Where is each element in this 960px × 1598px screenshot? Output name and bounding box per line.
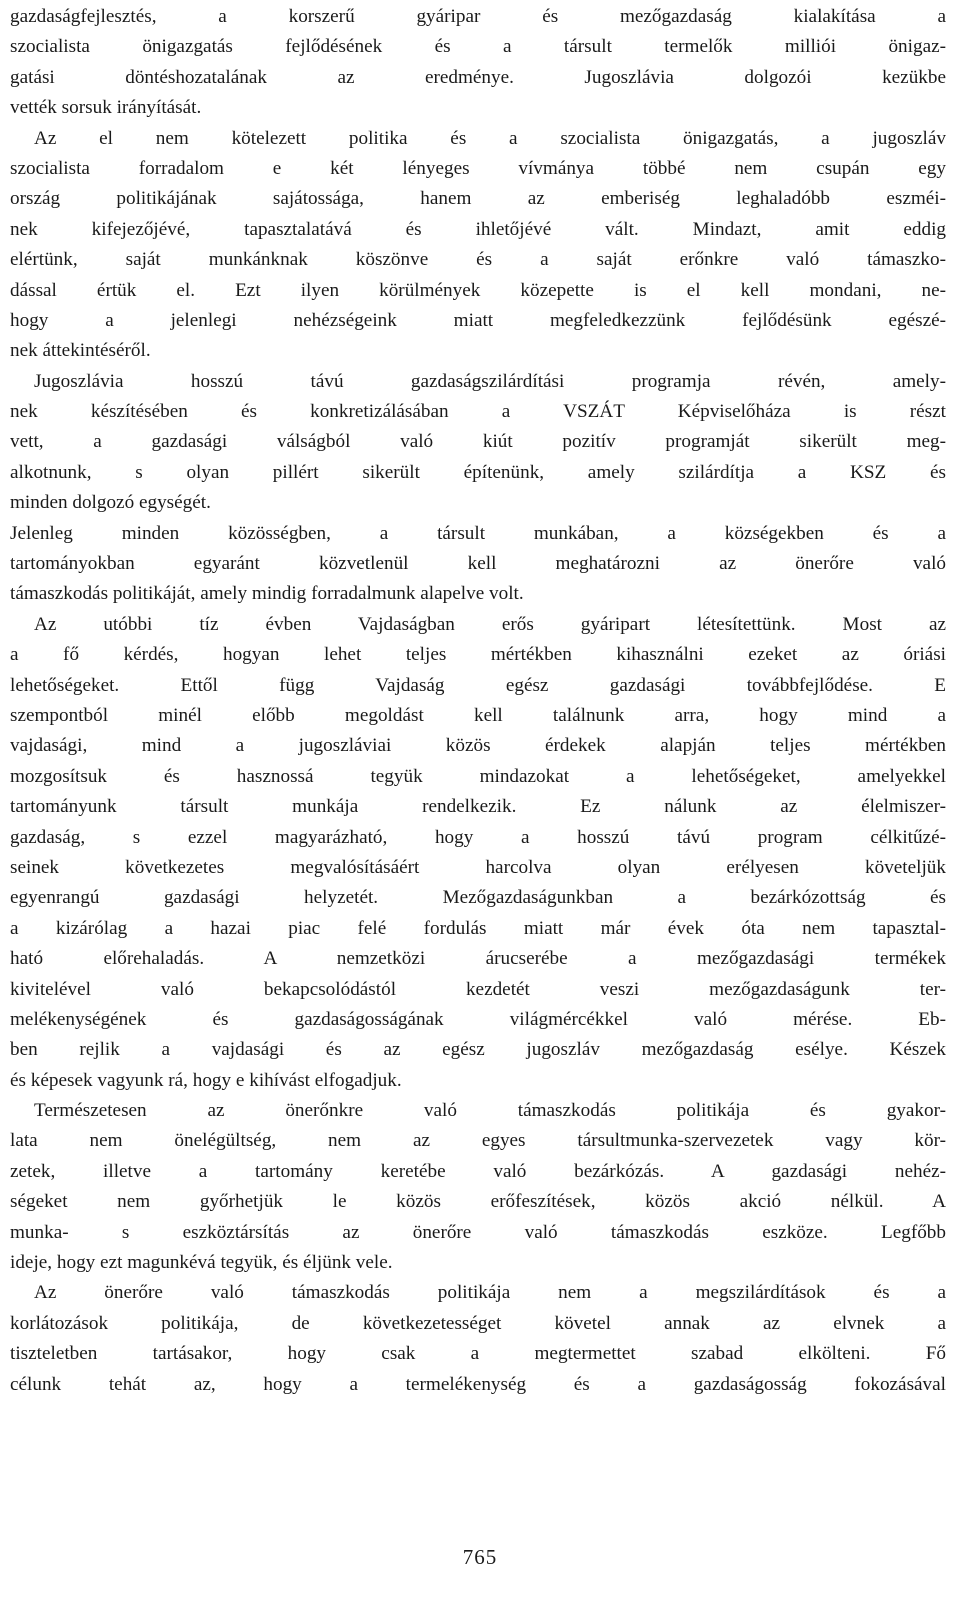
text-line: nek készítésében és konkretizálásában a VSZÁT Képviselőháza is részt <box>10 401 946 423</box>
text-line: szocialista forradalom e két lényeges vívmánya többé nem csupán egy <box>10 157 946 179</box>
text-line: szempontból minél előbb megoldást kell találnunk arra, hogy mind a <box>10 704 946 726</box>
text-line: tiszteletben tartásakor, hogy csak a megtermettet szabad elkölteni. Fő <box>10 1343 946 1365</box>
text-line: mozgosítsuk és hasznossá tegyük mindazokat a lehetőségeket, amelyekkel <box>10 765 946 787</box>
text-line: Természetesen az önerőnkre való támaszkodás politikája és gyakor- <box>34 1100 946 1122</box>
text-line: tartományunk társult munkája rendelkezik. Ez nálunk az élelmiszer- <box>10 796 946 818</box>
text-line: Jugoszlávia hosszú távú gazdaságszilárdítási programja révén, amely- <box>34 370 946 392</box>
text-line: vajdasági, mind a jugoszláviai közös érdekek alapján teljes mértékben <box>10 735 946 757</box>
text-line: tartományokban egyaránt közvetlenül kell meghatározni az önerőre való <box>10 553 946 575</box>
page-number: 765 <box>462 1545 498 1569</box>
text-line: gazdaság, s ezzel magyarázható, hogy a hosszú távú program célkitűzé- <box>10 826 946 848</box>
text-line: minden dolgozó egységét. <box>10 492 211 514</box>
text-line: ideje, hogy ezt magunkévá tegyük, és éljünk vele. <box>10 1252 393 1274</box>
text-line: célunk tehát az, hogy a termelékenység és a gazdaságosság fokozásával <box>10 1373 946 1395</box>
text-line: munka- s eszköztársítás az önerőre való támaszkodás eszköze. Legfőbb <box>10 1221 946 1243</box>
text-line: szocialista önigazgatás fejlődésének és a társult termelők milliói önigaz- <box>10 36 946 58</box>
text-line: Az el nem kötelezett politika és a szocialista önigazgatás, a jugoszláv <box>34 127 946 149</box>
text-line: a kizárólag a hazai piac felé fordulás miatt már évek óta nem tapasztal- <box>10 917 946 939</box>
text-line: kivitelével való bekapcsolódástól kezdetét veszi mezőgazdaságunk ter- <box>10 978 946 1000</box>
text-line: melékenységének és gazdaságosságának világmércékkel való mérése. Eb- <box>10 1008 946 1030</box>
text-line: lehetőségeket. Ettől függ Vajdaság egész gazdasági továbbfejlődése. E <box>10 674 946 696</box>
text-line: a fő kérdés, hogyan lehet teljes mértékben kihasználni ezeket az óriási <box>10 644 946 666</box>
text-line: ható előrehaladás. A nemzetközi árucserébe a mezőgazdasági termékek <box>10 948 946 970</box>
text-line: támaszkodás politikáját, amely mindig forradalmunk alapelve volt. <box>10 583 524 605</box>
text-line: gazdaságfejlesztés, a korszerű gyáripar és mezőgazdaság kialakítása a <box>10 6 946 27</box>
text-line: alkotnunk, s olyan pillért sikerült építenünk, amely szilárdítja a KSZ és <box>10 461 946 483</box>
text-line: ország politikájának sajátossága, hanem az emberiség leghaladóbb eszméi- <box>10 188 946 210</box>
text-line: dással értük el. Ezt ilyen körülmények közepette is el kell mondani, ne- <box>10 279 946 301</box>
text-line: Az utóbbi tíz évben Vajdaságban erős gyáripart létesítettünk. Most az <box>34 613 946 635</box>
text-line: vették sorsuk irányítását. <box>10 97 202 119</box>
text-line: Jelenleg minden közösségben, a társult munkában, a községekben és a <box>10 522 946 544</box>
text-line: lata nem önelégültség, nem az egyes társultmunka-szervezetek vagy kör- <box>10 1130 946 1152</box>
text-line: korlátozások politikája, de következetességet követel annak az elvnek a <box>10 1312 946 1334</box>
text-line: egyenrangú gazdasági helyzetét. Mezőgazdaságunkban a bezárkózottság és <box>10 887 946 909</box>
text-line: ben rejlik a vajdasági és az egész jugoszláv mezőgazdaság esélye. Készek <box>10 1039 946 1061</box>
text-line: hogy a jelenlegi nehézségeink miatt megfeledkezzünk fejlődésünk egészé- <box>10 309 946 331</box>
text-line: nek áttekintéséről. <box>10 340 151 362</box>
body-text <box>10 2 946 1400</box>
text-line: seinek következetes megvalósításáért harcolva olyan erélyesen követeljük <box>10 856 946 878</box>
text-line: gatási döntéshozatalának az eredménye. Jugoszlávia dolgozói kezükbe <box>10 66 946 88</box>
text-line: vett, a gazdasági válságból való kiút pozitív programját sikerült meg- <box>10 431 946 453</box>
text-line: Az önerőre való támaszkodás politikája nem a megszilárdítások és a <box>34 1282 946 1304</box>
text-line: és képesek vagyunk rá, hogy e kihívást elfogadjuk. <box>10 1069 402 1091</box>
text-line: ségeket nem győrhetjük le közös erőfeszítések, közös akció nélkül. A <box>10 1191 946 1213</box>
text-line: elértünk, saját munkánknak köszönve és a saját erőnkre való támaszko- <box>10 249 946 271</box>
text-line: nek kifejezőjévé, tapasztalatává és ihletőjévé vált. Mindazt, amit eddig <box>10 218 946 240</box>
text-line: zetek, illetve a tartomány keretébe való bezárkózás. A gazdasági nehéz- <box>10 1160 946 1182</box>
